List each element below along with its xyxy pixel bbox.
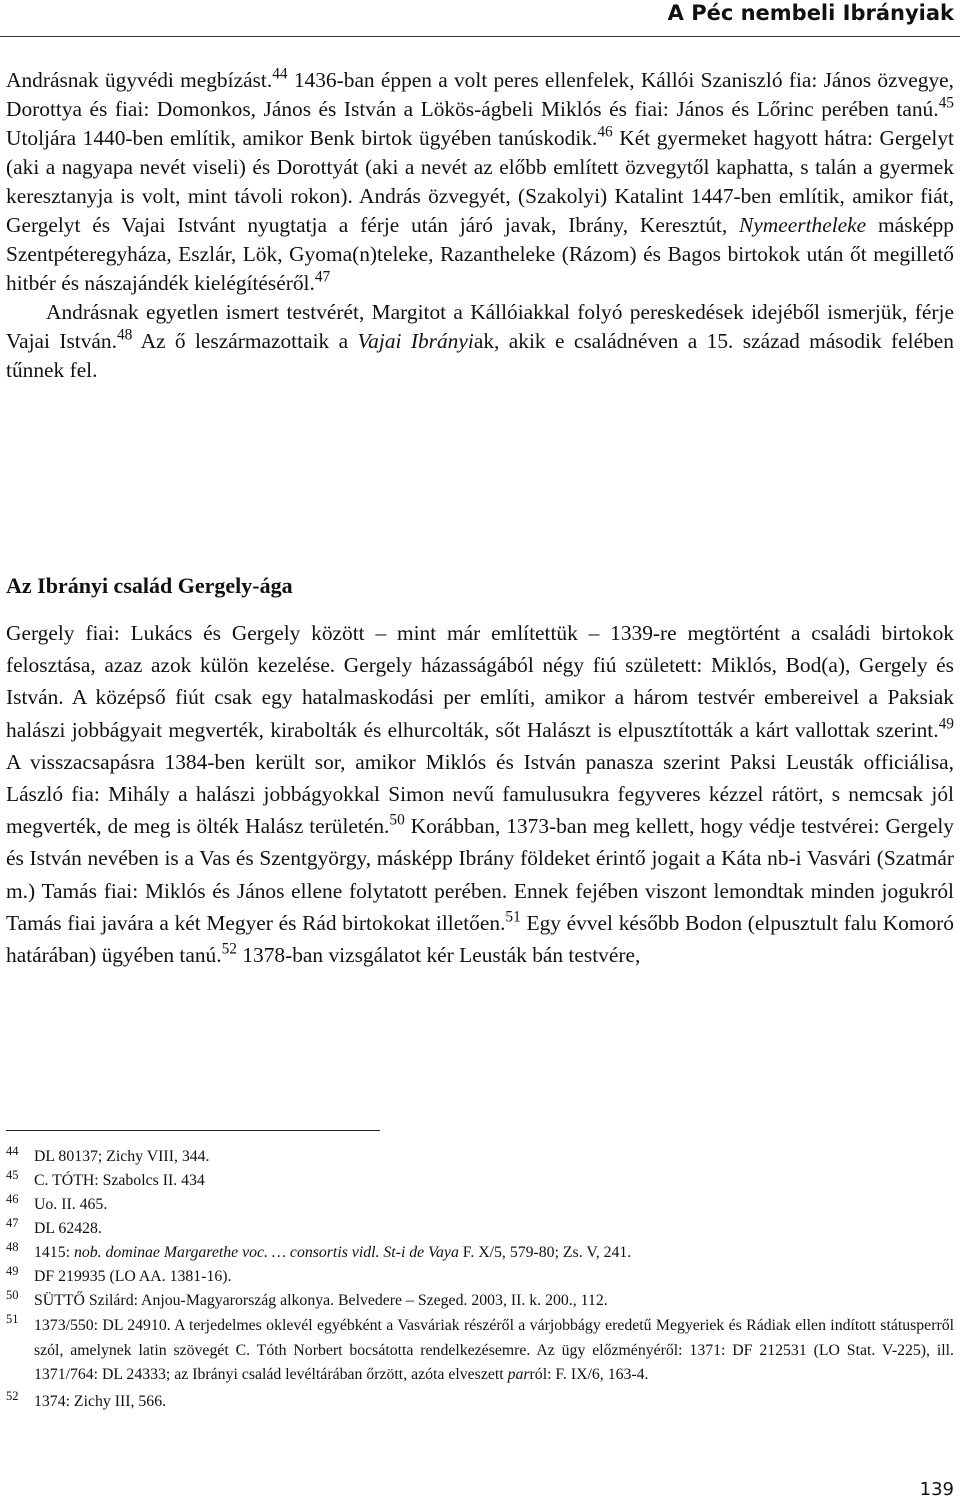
footnote-51 <box>6 1314 954 1388</box>
text-run: 1378-ban vizsgálatot kér Leusták bán testvére, <box>236 943 641 968</box>
footnote-rule <box>6 1130 380 1131</box>
footnote-number: 51 <box>6 1312 19 1326</box>
paragraph-andras <box>6 66 954 298</box>
body-text-section <box>6 617 954 971</box>
footnote-ref[interactable]: 50 <box>389 811 405 829</box>
footnote-number: 46 <box>6 1192 19 1206</box>
footnote-49 <box>6 1266 954 1287</box>
footnote-ref[interactable]: 51 <box>505 908 521 926</box>
body-text-top <box>6 66 954 385</box>
footnote-ref[interactable]: 46 <box>597 123 613 141</box>
footnote-number: 44 <box>6 1144 19 1158</box>
text-run: Andrásnak egyetlen ismert testvérét, Margitot a Kállóiakkal folyó pereskedések idejéből ismerjük, férje Vajai István. <box>6 300 954 353</box>
text-run: Korábban, 1373-ban meg kellett, hogy védje testvérei: Gergely és István nevében is a Vas és Szentgyörgy, másképp Ibrány földeket érintő jogait a Káta nb-i Vasvári (Szatmár m.) Tamás fiai: Miklós és János ellene folytatott perében. Ennek fejében viszont lemondtak minden jogukról Tamás fiai javára a két Megyer és Rád birtokokat illetően. <box>6 814 954 935</box>
footnote-52 <box>6 1388 954 1412</box>
paragraph-margit <box>6 298 954 385</box>
text-run: A visszacsapásra 1384-ben került sor, amikor Miklós és István panasza szerint Paksi Leusták officiálisa, László fia: Mihály a halászi jobbágyokkal Simon nevű famulusukra fegyveres kézzel rátört, s nemcsak jól megverték, de meg is ölték Halász területén. <box>6 749 954 839</box>
text-run: 1373/550: DL 24910. A terjedelmes oklevél egyébként a Vasváriak részéről a várjobbágy eredetű Megyeriek és Rádiak ellen indított státusperről szól, amelynek latin szövegét C. Tóth Norbert bocsátotta rendelkezésemre. Az ügy előzményéről: 1371: DF 212531 (LO Stat. V-225), ill. 1371/764: DL 24333; az Ibrányi család levéltárában őrzött, azóta elveszett <box>34 1317 954 1383</box>
italic-latin-quote: nob. dominae Margarethe voc. … consortis vidl. St-i de Vaya <box>73 1244 459 1261</box>
text-run: Utoljára 1440-ben említik, amikor Benk birtok ügyében tanúskodik. <box>6 126 598 150</box>
footnote-44 <box>6 1146 954 1167</box>
footnote-text: C. TÓTH: Szabolcs II. 434 <box>34 1172 205 1189</box>
section-heading: Az Ibrányi család Gergely-ága <box>6 573 293 598</box>
text-run: F. X/5, 579-80; Zs. V, 241. <box>458 1244 632 1261</box>
footnote-text: Uo. II. 465. <box>34 1196 108 1213</box>
footnote-number: 52 <box>6 1388 19 1403</box>
footnote-ref[interactable]: 45 <box>938 94 954 112</box>
running-header: A Péc nembeli Ibrányiak <box>667 1 954 25</box>
text-run: 1436-ban éppen a volt peres ellenfelek, Kállói Szaniszló fia: János özvegye, Dorottya és fiai: Domonkos, János és István a Lökös-ágbeli Miklós és fiai: János és Lőrinc perében tanú. <box>6 68 955 121</box>
footnote-ref[interactable]: 52 <box>221 940 237 958</box>
footnote-text: DL 62428. <box>34 1220 102 1237</box>
footnote-text: SÜTTŐ Szilárd: Anjou-Magyarország alkonya. Belvedere – Szeged. 2003, II. k. 200., 112. <box>34 1292 608 1309</box>
footnote-text: DL 80137; Zichy VIII, 344. <box>34 1148 210 1165</box>
footnote-number: 47 <box>6 1216 19 1230</box>
footnote-ref[interactable]: 49 <box>938 715 954 733</box>
footnote-45 <box>6 1170 954 1191</box>
text-run: Gergely fiai: Lukács és Gergely között – mint már említettük – 1339-re megtörtént a családi birtokok felosztása, azaz azok külön kezelése. Gergely házasságából négy fiú született: Miklós, Bod(a), Gergely és István. A középső fiút csak egy hatalmaskodási per említi, amikor a három testvér embereivel a Paksiak halászi jobbágyait megverték, kirabolták és elhurcolták, sőt Halászt is elpusztították a kárt vallottak szerint. <box>6 621 954 742</box>
header-rule <box>0 36 960 37</box>
text-run: ak, akik e családnéven a 15. század második felében tűnnek fel. <box>6 329 954 382</box>
footnote-number: 50 <box>6 1288 19 1302</box>
footnote-number: 48 <box>6 1240 19 1254</box>
footnote-text: DF 219935 (LO AA. 1381-16). <box>34 1268 232 1285</box>
footnote-47 <box>6 1218 954 1239</box>
text-run: 1415: <box>34 1244 74 1261</box>
text-run: Az ő leszármazottaik a <box>132 329 358 353</box>
footnote-46 <box>6 1194 954 1215</box>
footnote-text: 1374: Zichy III, 566. <box>34 1392 167 1410</box>
footnote-number: 49 <box>6 1264 19 1278</box>
text-run: ról: F. IX/6, 163-4. <box>529 1366 649 1383</box>
italic-word: par <box>507 1366 530 1383</box>
footnote-ref[interactable]: 44 <box>272 65 288 83</box>
footnote-50 <box>6 1290 954 1311</box>
footnote-ref[interactable]: 47 <box>314 268 331 286</box>
text-run: másképp Szentpéteregyháza, Eszlár, Lök, Gyoma(n)teleke, Razantheleke (Rázom) és Bagos birtokok után őt megillető hitbér és nászajándék kielégítéséről. <box>6 213 955 295</box>
page-number: 139 <box>919 1479 954 1500</box>
italic-family-name: Vajai Ibrányi <box>357 329 474 353</box>
paragraph-gergely <box>6 617 954 971</box>
text-run: Andrásnak ügyvédi megbízást. <box>6 68 273 92</box>
footnote-ref[interactable]: 48 <box>116 326 133 344</box>
text-run: Egy évvel később Bodon (elpusztult falu Komoró határában) ügyében tanú. <box>6 910 954 968</box>
text-run: Két gyermeket hagyott hátra: Gergelyt (aki a nagyapa nevét viseli) és Dorottyát (aki a nevét az előbb említett özvegytől kaphatta, s talán a gyermek keresztanyja is volt, mint távoli rokon). András özvegyét, (Szakolyi) Katalint 1447-ben említik, amikor fiát, Gergelyt és Vajai Istvánt nyugtatja a férje után járó javak, Ibrány, Keresztút, <box>6 126 954 237</box>
footnotes <box>6 1146 954 1415</box>
footnote-text <box>34 1314 954 1388</box>
footnote-number: 45 <box>6 1168 19 1182</box>
footnote-text <box>34 1242 954 1263</box>
italic-place-name: Nymeertheleke <box>739 213 867 237</box>
footnote-48 <box>6 1242 954 1263</box>
